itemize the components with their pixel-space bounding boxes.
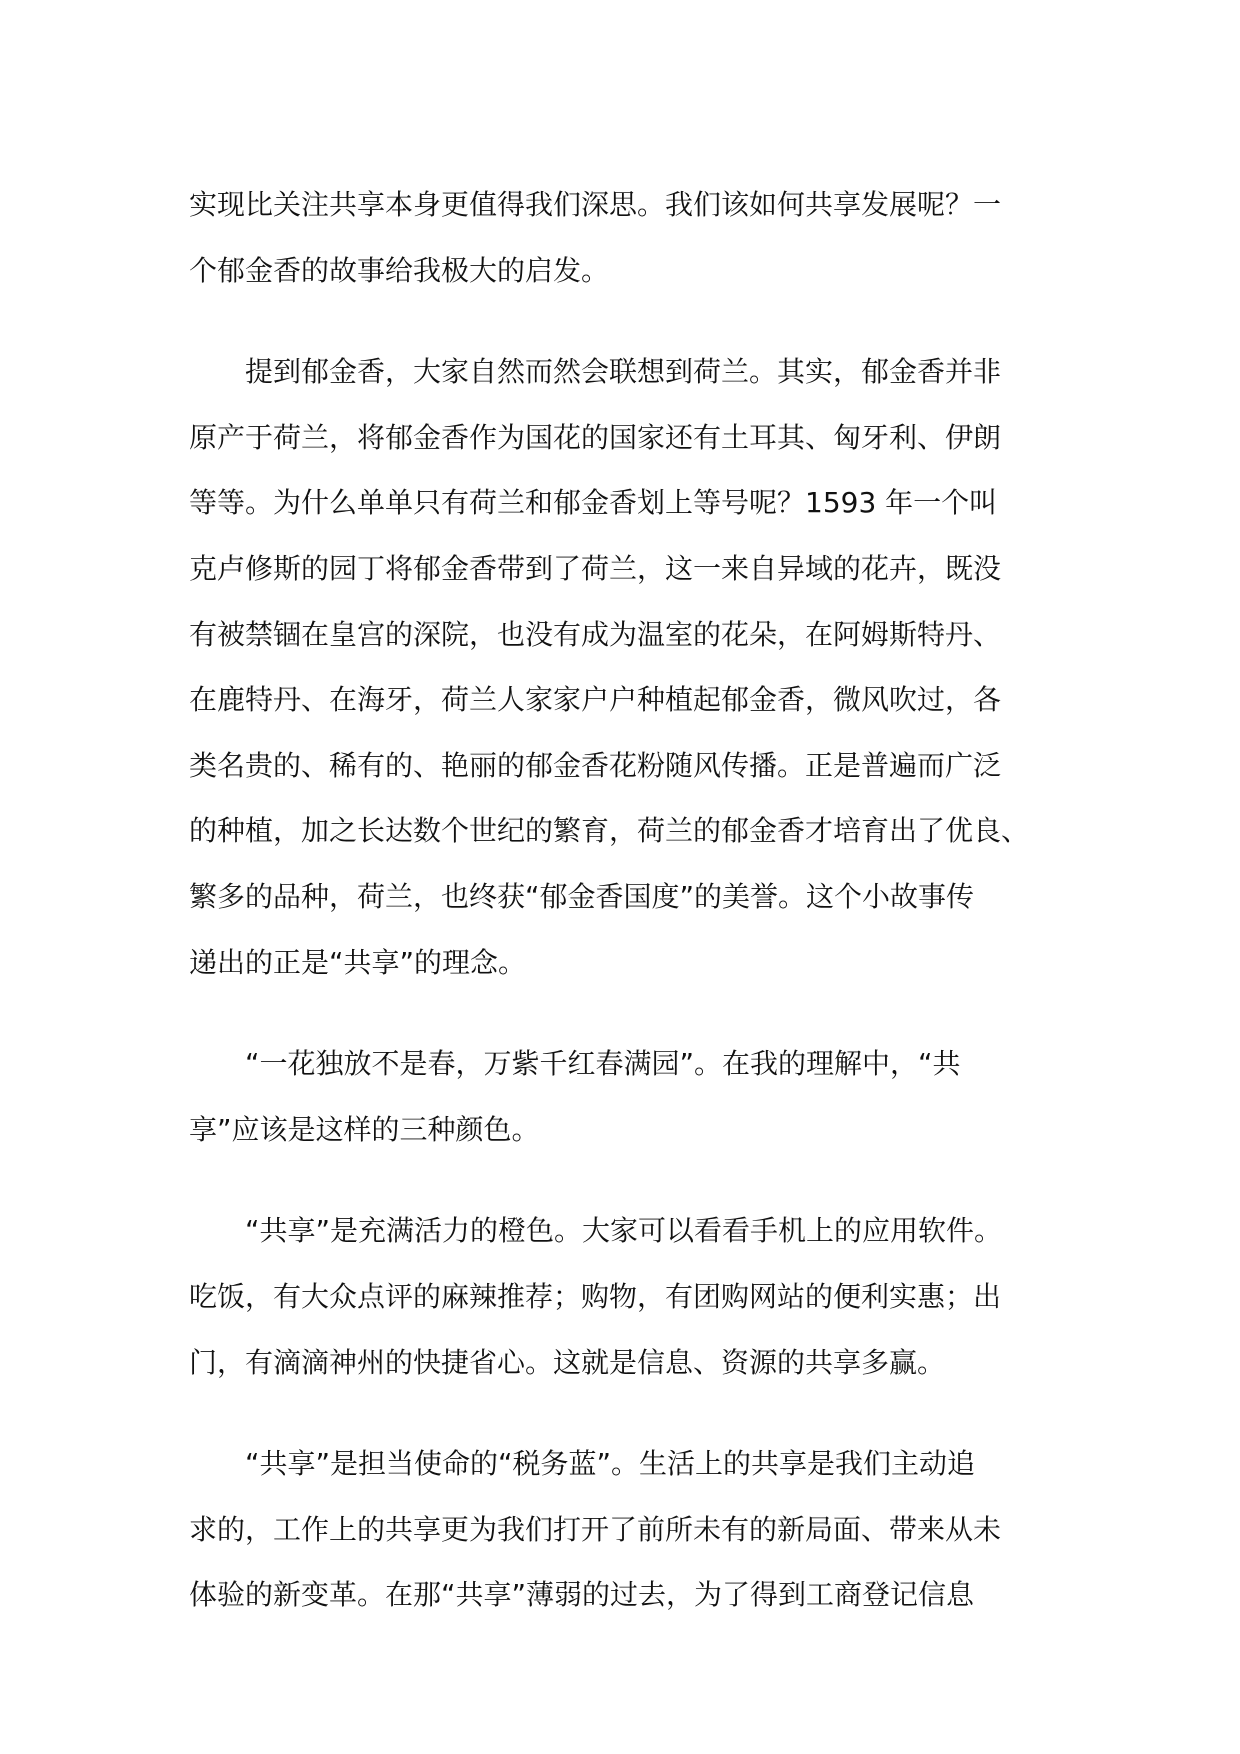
text-line: 享”应该是这样的三种颜色。 (189, 1112, 540, 1146)
paragraph-1 (189, 172, 1069, 303)
text-line: “一花独放不是春，万紫千红春满园”。在我的理解中，“共 (245, 1047, 961, 1081)
paragraph-4 (189, 1198, 1069, 1395)
text-line: 门，有滴滴神州的快捷省心。这就是信息、资源的共享多赢。 (189, 1345, 946, 1379)
paragraph-5 (189, 1431, 1069, 1628)
text-line: 实现比关注共享本身更值得我们深思。我们该如何共享发展呢？一 (189, 188, 1002, 221)
text-line: 有被禁锢在皇宫的深院，也没有成为温室的花朵，在阿姆斯特丹、 (189, 617, 1002, 651)
text-line: 繁多的品种，荷兰，也终获“郁金香国度”的美誉。这个小故事传 (189, 879, 975, 913)
text-line: 的种植，加之长达数个世纪的繁育，荷兰的郁金香才培育出了优良、 (189, 814, 1030, 848)
text-line: “共享”是担当使命的“税务蓝”。生活上的共享是我们主动追 (245, 1447, 976, 1481)
paragraph-3 (189, 1031, 1069, 1162)
text-line: 提到郁金香，大家自然而然会联想到荷兰。其实，郁金香并非 (245, 355, 1002, 389)
text-line: 克卢修斯的园丁将郁金香带到了荷兰，这一来自异域的花卉，既没 (189, 551, 1002, 585)
text-line: “共享”是充满活力的橙色。大家可以看看手机上的应用软件。 (245, 1214, 1003, 1248)
text-line: 等等。为什么单单只有荷兰和郁金香划上等号呢？1593 年一个叫 (189, 486, 998, 520)
text-line: 递出的正是“共享”的理念。 (189, 945, 527, 979)
text-line: 求的，工作上的共享更为我们打开了前所未有的新局面、带来从未 (189, 1512, 1002, 1546)
text-line: 吃饭，有大众点评的麻辣推荐；购物，有团购网站的便利实惠；出 (189, 1279, 1002, 1313)
text-line: 个郁金香的故事给我极大的启发。 (189, 253, 610, 287)
text-line: 体验的新变革。在那“共享”薄弱的过去，为了得到工商登记信息 (189, 1578, 975, 1612)
document-body (189, 172, 1069, 1664)
text-line: 在鹿特丹、在海牙，荷兰人家家户户种植起郁金香，微风吹过，各 (189, 683, 1002, 717)
text-line: 类名贵的、稀有的、艳丽的郁金香花粉随风传播。正是普遍而广泛 (189, 748, 1002, 782)
text-line: 原产于荷兰，将郁金香作为国花的国家还有土耳其、匈牙利、伊朗 (189, 420, 1002, 454)
paragraph-2 (189, 339, 1069, 995)
